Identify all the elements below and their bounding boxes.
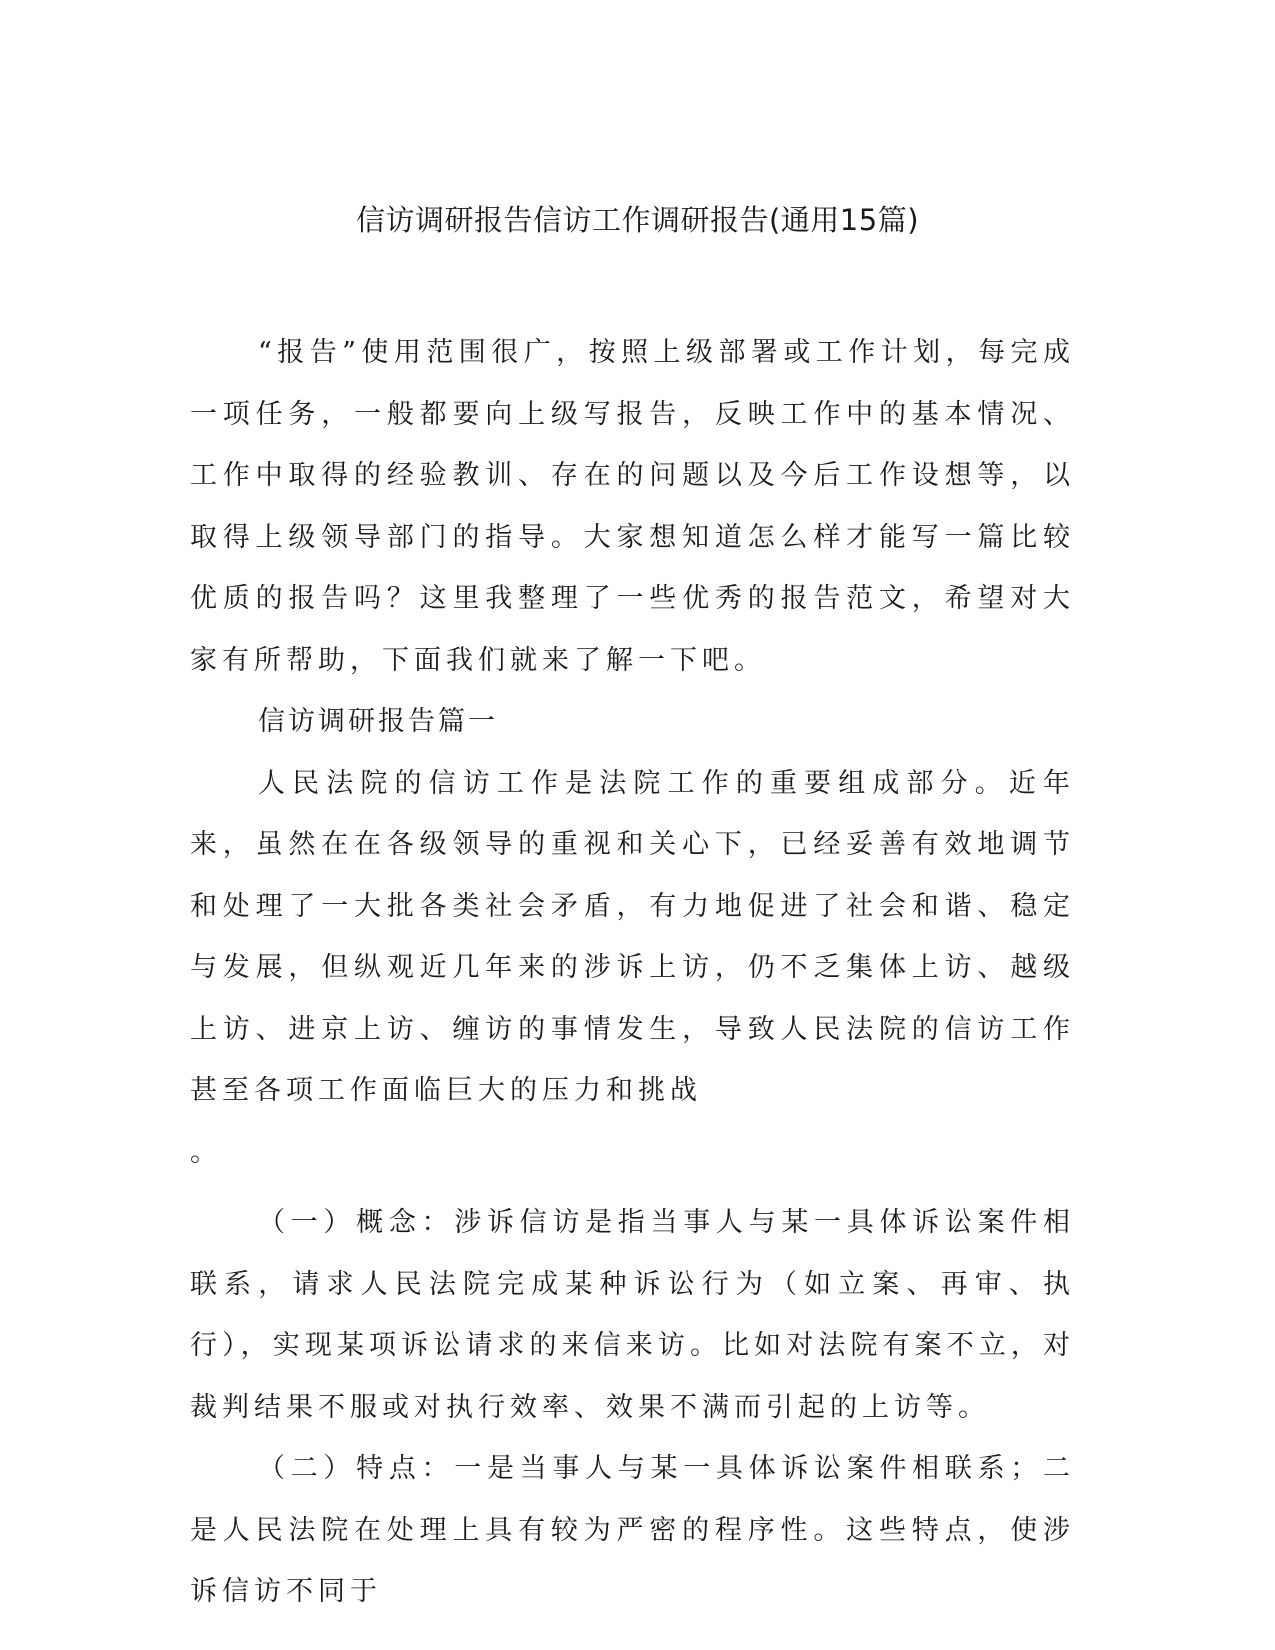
section-heading: 信访调研报告篇一: [258, 706, 498, 737]
intro-paragraph: “报告”使用范围很广，按照上级部署或工作计划，每完成一项任务，一般都要向上级写报告，反映工作中的基本情况、工作中取得的经验教训、存在的问题以及今后工作设想等，以取得上级领导部门的指导。大家想知道怎么样才能写一篇比较优质的报告吗？这里我整理了一些优秀的报告范文，希望对大家有所帮助，下面我们就来了解一下吧。: [190, 337, 1075, 676]
body-paragraph-continuation: 。: [190, 1136, 222, 1168]
body-paragraph: （一）概念：涉诉信访是指当事人与某一具体诉讼案件相联系，请求人民法院完成某种诉讼行为（如立案、再审、执行），实现某项诉讼请求的来信来访。比如对法院有案不立，对裁判结果不服或对执行效率、效果不满而引起的上访等。: [190, 1207, 1075, 1423]
document-body: [190, 322, 1075, 1623]
document-title: 信访调研报告信访工作调研报告(通用15篇): [355, 203, 920, 237]
paragraph-spacer: [190, 1183, 1075, 1192]
body-paragraph: （二）特点：一是当事人与某一具体诉讼案件相联系；二是人民法院在处理上具有较为严密的程序性。这些特点，使涉诉信访不同于: [190, 1453, 1075, 1607]
body-paragraph: 人民法院的信访工作是法院工作的重要组成部分。近年来，虽然在在各级领导的重视和关心下，已经妥善有效地调节和处理了一大批各类社会矛盾，有力地促进了社会和谐、稳定与发展，但纵观近几年来的涉诉上访，仍不乏集体上访、越级上访、进京上访、缠访的事情发生，导致人民法院的信访工作甚至各项工作面临巨大的压力和挑战: [190, 767, 1075, 1106]
